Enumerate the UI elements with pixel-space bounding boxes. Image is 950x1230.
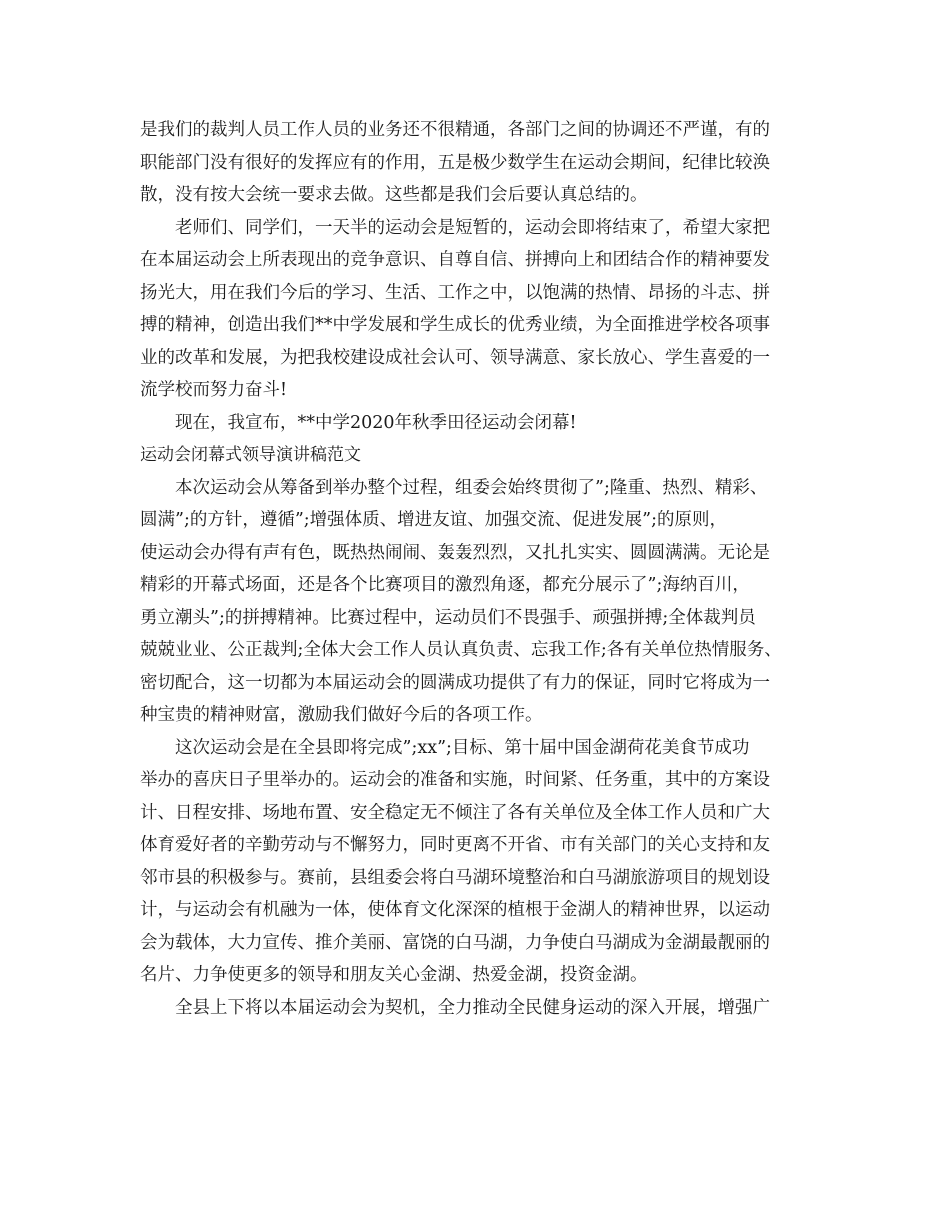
section-heading [140,439,830,472]
text-line: 精彩的开幕式场面，还是各个比赛项目的激烈角逐，都充分展示了”;海纳百川， [140,575,750,595]
paragraph [140,472,830,732]
text-line: 计、日程安排、场地布置、安全稳定无不倾注了各有关单位及全体工作人员和广大 [140,802,770,823]
text-line: 举办的喜庆日子里举办的。运动会的准备和实施，时间紧、任务重，其中的方案设 [140,770,770,790]
heading-text: 运动会闭幕式领导演讲稿范文 [140,445,361,465]
text-line: 在本届运动会上所表现出的竞争意识、自尊自信、拼搏向上和团结合作的精神要发 [140,250,770,270]
text-line: 计，与运动会有机融为一体，使体育文化深深的植根于金湖人的精神世界，以运动 [140,900,770,920]
text-line: 这次运动会是在全县即将完成”;xx”;目标、第十届中国金湖荷花美食节成功 [175,737,750,758]
text-line: 名片、力争使更多的领导和朋友关心金湖、热爱金湖，投资金湖。 [140,965,648,985]
paragraph [140,212,830,407]
paragraph [140,992,830,1025]
text-line: 扬光大，用在我们今后的学习、生活、工作之中，以饱满的热情、昂扬的斗志、拼 [140,282,770,303]
paragraph [140,114,830,212]
text-line: 搏的精神，创造出我们**中学发展和学生成长的优秀业绩，为全面推进学校各项事 [140,315,770,335]
text-line: 兢兢业业、公正裁判;全体大会工作人员认真负责、忘我工作;各有关单位热情服务、 [140,640,782,660]
text-line: 散，没有按大会统一要求去做。这些都是我们会后要认真总结的。 [140,185,648,205]
text-line: 现在，我宣布，**中学2020年秋季田径运动会闭幕! [175,412,577,433]
paragraph [140,732,830,992]
text-line: 老师们、同学们，一天半的运动会是短暂的，运动会即将结束了，希望大家把 [175,217,770,238]
text-line: 本次运动会从筹备到举办整个过程，组委会始终贯彻了”;隆重、热烈、精彩、 [175,477,768,498]
document-page [140,114,830,1024]
paragraph [140,407,830,440]
text-line: 体育爱好者的辛勤劳动与不懈努力，同时更离不开省、市有关部门的关心支持和友 [140,835,770,855]
text-line: 勇立潮头”;的拼搏精神。比赛过程中，运动员们不畏强手、顽强拼搏;全体裁判员 [140,607,756,628]
text-line: 种宝贵的精神财富，激励我们做好今后的各项工作。 [140,705,543,725]
text-line: 职能部门没有很好的发挥应有的作用，五是极少数学生在运动会期间，纪律比较涣 [140,152,770,173]
text-line: 圆满”;的方针，遵循”;增强体质、增进友谊、加强交流、促进发展”;的原则， [140,510,728,530]
text-line: 使运动会办得有声有色，既热热闹闹、轰轰烈烈，又扎扎实实、圆圆满满。无论是 [140,542,770,563]
text-line: 是我们的裁判人员工作人员的业务还不很精通，各部门之间的协调还不严谨，有的 [140,120,770,140]
text-line: 全县上下将以本届运动会为契机，全力推动全民健身运动的深入开展，增强广 [175,997,770,1018]
text-line: 会为载体，大力宣传、推介美丽、富饶的白马湖，力争使白马湖成为金湖最靓丽的 [140,932,770,953]
text-line: 密切配合，这一切都为本届运动会的圆满成功提供了有力的保证，同时它将成为一 [140,672,770,693]
text-line: 流学校而努力奋斗! [140,380,288,400]
text-line: 业的改革和发展，为把我校建设成社会认可、领导满意、家长放心、学生喜爱的一 [140,347,770,368]
text-line: 邻市县的积极参与。赛前，县组委会将白马湖环境整治和白马湖旅游项目的规划设 [140,867,770,888]
